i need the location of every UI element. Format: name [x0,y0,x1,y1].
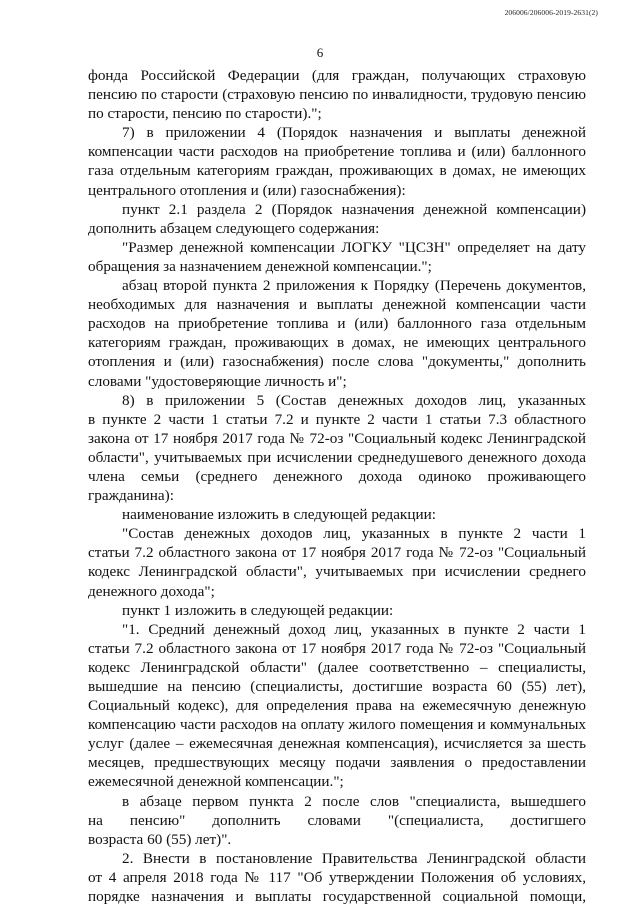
text-line: "Состав денежных доходов лиц, указанных в пункте 2 части 1 [122,525,586,543]
text-line: от 4 апреля 2018 года № 117 "Об утверждении Положения об условиях, [88,868,586,886]
text-line: центрального отопления и (или) газоснабжения): [88,181,406,199]
text-line: кодекс Ленинградской области", учитываемых при исчислении среднего [88,563,586,581]
text-line: "1. Средний денежный доход лиц, указанных в пункте 2 части 1 [122,620,586,638]
text-line: абзац второй пункта 2 приложения к Порядку (Перечень документов, [122,277,586,295]
text-line: наименование изложить в следующей редакции: [122,506,436,524]
text-line: гражданина): [88,487,174,505]
text-line: в абзаце первом пункта 2 после слов "специалиста, вышедшего [122,792,586,810]
page-number: 6 [316,45,324,60]
text-line: услуг (далее – ежемесячная денежная компенсация), исчисляется за шесть [88,735,586,753]
text-line: 7) в приложении 4 (Порядок назначения и выплаты денежной [122,124,586,142]
text-line: дополнить абзацем следующего содержания: [88,219,380,237]
text-line: вышедшие на пенсию (специалисты, достигшие возраста 60 (55) лет), [88,678,586,695]
text-line: закона от 17 ноября 2017 года № 72-оз "Социальный кодекс Ленинградской [88,429,586,447]
text-line: возраста 60 (55) лет)". [88,830,232,848]
text-line: 8) в приложении 5 (Состав денежных доходов лиц, указанных [122,391,586,409]
body-text [88,66,586,906]
text-line: газа отдельным категориям граждан, проживающих в домах, не имеющих [88,162,586,180]
text-line: на пенсию" дополнить словами "(специалиста, достигшего [88,811,586,829]
document-id: 206006/206006-2019-2631(2) [504,8,598,17]
text-line: фонда Российской Федерации (для граждан, получающих страховую [88,67,586,84]
text-line: 2. Внести в постановление Правительства Ленинградской области [122,849,586,867]
text-line: пункт 2.1 раздела 2 (Порядок назначения денежной компенсации) [122,200,586,218]
text-line: порядке назначения и выплаты государственной социальной помощи, [88,888,586,906]
text-line: Социальный кодекс), для определения права на ежемесячную денежную [88,697,586,715]
text-line: в пункте 2 части 1 статьи 7.2 и пункте 2 части 1 статьи 7.3 областного [88,410,586,428]
text-line: по старости, пенсию по старости)."; [88,105,322,123]
text-line: пенсию по старости (страховую пенсию по инвалидности, трудовую пенсию [88,86,586,104]
text-line: необходимых для назначения и выплаты денежной компенсации части [88,296,586,314]
text-line: статьи 7.2 областного закона от 17 ноября 2017 года № 72-оз "Социальный [88,639,586,657]
text-line: словами "удостоверяющие личность и"; [88,372,347,390]
text-line: компенсации части расходов на приобретение топлива и (или) баллонного [88,143,586,161]
text-line: "Размер денежной компенсации ЛОГКУ "ЦСЗН" определяет на дату [122,238,586,256]
text-line: пункт 1 изложить в следующей редакции: [122,601,394,619]
text-line: члена семьи (среднего денежного дохода одиноко проживающего [88,467,586,485]
text-line: обращения за назначением денежной компенсации."; [88,257,432,275]
text-line: отопления и (или) газоснабжения) после слова "документы," дополнить [88,353,586,371]
text-line: денежного дохода"; [88,582,215,600]
text-line: месяцев, предшествующих месяцу подачи заявления о предоставлении [88,754,586,772]
text-line: ежемесячной денежной компенсации."; [88,773,344,791]
text-line: компенсацию части расходов на оплату жилого помещения и коммунальных [88,716,586,734]
text-line: статьи 7.2 областного закона от 17 ноября 2017 года № 72-оз "Социальный [88,544,586,562]
text-line: категориям граждан, проживающих в домах, не имеющих центрального [88,334,586,352]
text-line: области", учитываемых при исчислении среднедушевого денежного дохода [88,448,586,466]
text-line: расходов на приобретение топлива и (или) баллонного газа отдельным [88,315,586,333]
text-line: кодекс Ленинградской области" (далее соответственно – специалисты, [88,658,586,676]
